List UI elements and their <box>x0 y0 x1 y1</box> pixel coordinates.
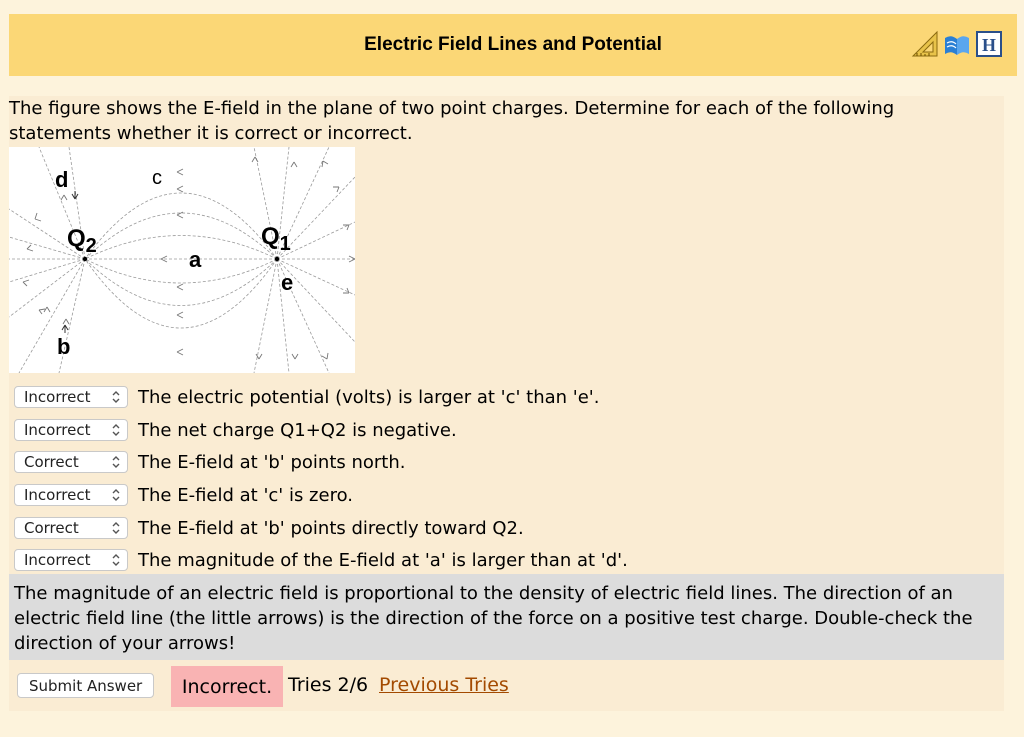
feedback-hint: The magnitude of an electric field is proportional to the density of electric field lines. The direction of an electric field line (the little arrows) is the direction of the force on a positive test charge. Double-check the direction of your arrows! <box>9 574 1004 660</box>
statement-select[interactable]: Incorrect <box>14 386 128 408</box>
field-lines-figure <box>9 147 355 373</box>
statement-select[interactable]: Incorrect <box>14 549 128 571</box>
updown-chevron-icon <box>111 488 121 502</box>
header-toolbar <box>911 30 1003 58</box>
problem-header <box>9 14 1017 76</box>
point-label-c: c <box>152 167 162 189</box>
statement-row <box>14 384 599 410</box>
statement-row <box>14 417 457 443</box>
field-lines-diagram <box>9 147 355 373</box>
charge-label-q2: $Q_2$ <box>67 225 97 257</box>
updown-chevron-icon <box>111 423 121 437</box>
statement-text: The electric potential (volts) is larger at 'c' than 'e'. <box>138 386 600 408</box>
point-label-e: e <box>281 270 294 295</box>
updown-chevron-icon <box>111 521 121 535</box>
statement-text: The magnitude of the E-field at 'a' is larger than at 'd'. <box>138 549 628 571</box>
charge-q2-dot <box>83 257 87 261</box>
charge-label-q1: $Q_1$ <box>261 223 291 255</box>
point-label-b: b <box>57 334 71 359</box>
statement-select[interactable]: Incorrect <box>14 484 128 506</box>
statement-row <box>14 449 406 475</box>
statement-select[interactable]: Correct <box>14 517 128 539</box>
problem-title: Electric Field Lines and Potential <box>364 34 662 55</box>
statement-text: The E-field at 'b' points directly toward Q2. <box>138 517 524 539</box>
previous-tries-link[interactable]: Previous Tries <box>379 674 509 696</box>
status-badge: Incorrect. <box>171 666 283 707</box>
tries-counter: Tries 2/6 <box>288 674 369 696</box>
updown-chevron-icon <box>111 390 121 404</box>
submit-answer-button[interactable]: Submit Answer <box>17 673 154 698</box>
book-icon[interactable] <box>943 30 971 58</box>
statement-row <box>14 482 353 508</box>
statement-row <box>14 515 524 541</box>
statement-row <box>14 547 628 573</box>
problem-intro: The figure shows the E-field in the plane of two point charges. Determine for each of the following statements whether it is correct or incorrect. <box>9 98 895 144</box>
problem-panel <box>9 96 1004 711</box>
help-h-icon[interactable] <box>975 30 1003 58</box>
updown-chevron-icon <box>111 553 121 567</box>
point-label-a: a <box>189 247 202 272</box>
point-label-d: d <box>55 167 69 192</box>
ruler-triangle-icon[interactable] <box>911 30 939 58</box>
statement-select[interactable]: Correct <box>14 451 128 473</box>
statement-text: The net charge Q1+Q2 is negative. <box>138 419 457 441</box>
statement-text: The E-field at 'b' points north. <box>138 451 406 473</box>
statement-select[interactable]: Incorrect <box>14 419 128 441</box>
svg-text:H: H <box>981 35 997 55</box>
charge-q1-dot <box>275 257 279 261</box>
statement-text: The E-field at 'c' is zero. <box>138 484 353 506</box>
updown-chevron-icon <box>111 455 121 469</box>
